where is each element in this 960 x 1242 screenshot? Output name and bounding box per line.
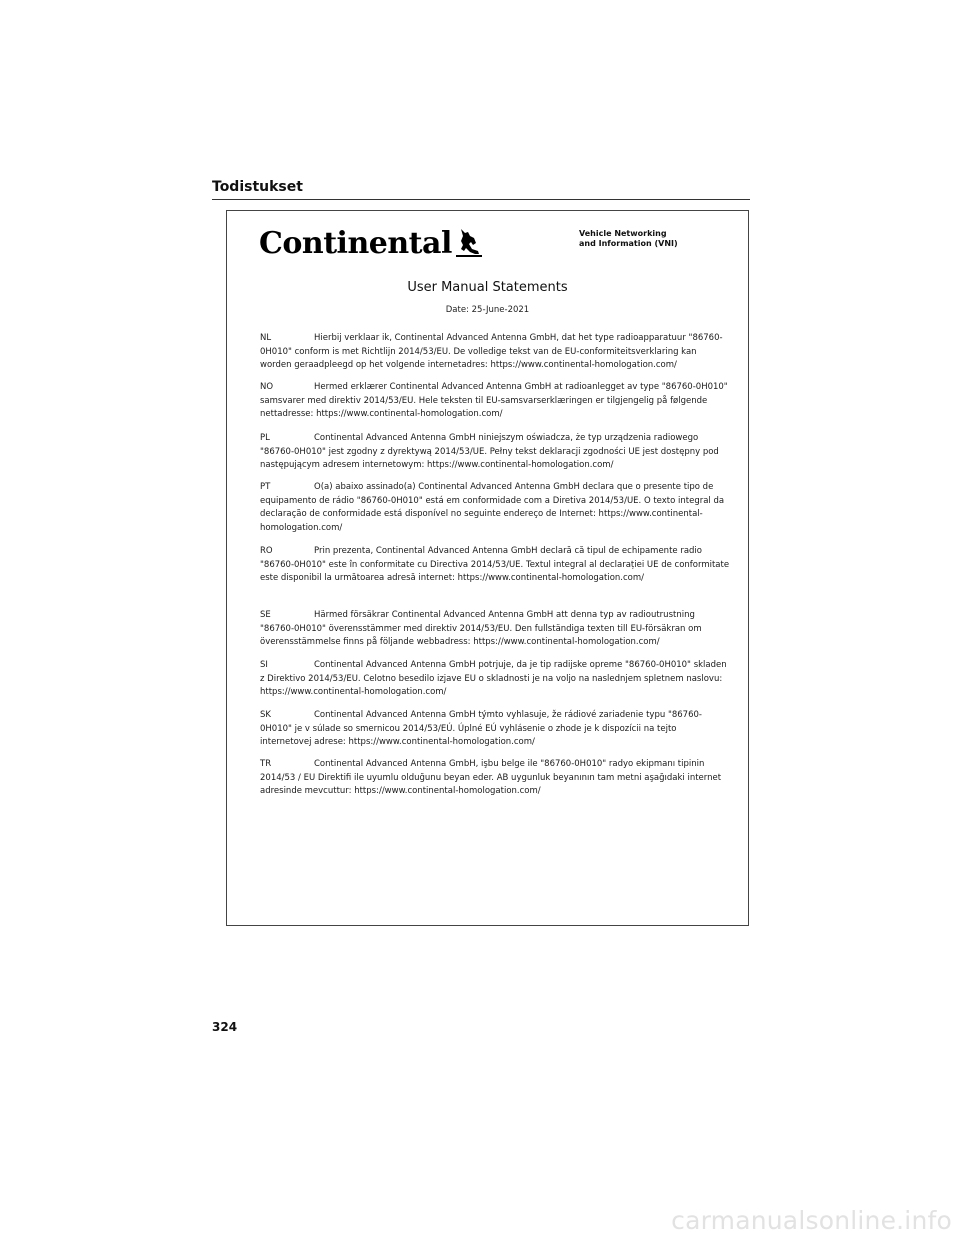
statement-pl [260, 432, 730, 473]
statement-text: "86760-0H010" jest zgodny z dyrektywą 2014/53/UE. Pełny tekst deklaracji zgodności UE jest dostępny pod następującym adresem internetowym: https://www.continental-homologation.com/ [260, 446, 719, 470]
page-number: 324 [212, 1020, 238, 1034]
country-code: SI [260, 660, 268, 670]
statement-text: "86760-0H010" je v súlade so smernicou 2014/53/EÚ. Úplné EÚ vyhlásenie o zhode je k dispozícii na tejto internetovej adrese: https://www.continental-homologation.com/ [260, 710, 702, 747]
country-code: PT [260, 482, 271, 492]
certificate-document [226, 210, 749, 926]
statement-first-line: Prin prezenta, Continental Advanced Antenna GmbH declară că tipul de echipamente radio [314, 546, 702, 556]
country-code: PL [260, 433, 270, 443]
statement-text: 2014/53 / EU Direktifi ile uyumlu olduğunu beyan eder. AB uygunluk beyanının tam metni aşağıdaki internet adresinde mevcuttur: https://www.continental-homologation.com/ [260, 772, 722, 796]
statement-text: "86760-0H010" conform is met Richtlijn 2014/53/EU. De volledige tekst van de EU-conformiteitsverklaring kan worden geraadpleegd op het volgende internetadres: https://www.continental-homologation.com/ [260, 333, 723, 370]
country-code: NL [260, 333, 272, 343]
division-line-1: Vehicle Networking [579, 229, 667, 238]
statement-first-line: Härmed försäkrar Continental Advanced Antenna GmbH att denna typ av radioutrustning [314, 610, 695, 620]
country-code: TR [260, 759, 272, 769]
statement-se [260, 609, 730, 650]
statement-nl [260, 332, 730, 373]
document-heading: User Manual Statements [407, 280, 568, 295]
statement-first-line: O(a) abaixo assinado(a) Continental Advanced Antenna GmbH declara que o presente tipo de [314, 482, 714, 492]
statement-si [260, 659, 730, 700]
statement-first-line: Continental Advanced Antenna GmbH potrjuje, da je tip radijske opreme "86760-0H010" [314, 660, 691, 670]
statement-text: "86760-0H010" samsvarer med direktiv 2014/53/EU. Hele teksten til EU-samsvarserklæringen er tilgjengelig på følgende nettadresse: https://www.continental-homologation.com/ [260, 382, 728, 419]
country-code: SK [260, 710, 271, 720]
statement-text: "86760-0H010" överensstämmer med direktiv 2014/53/EU. Den fullständiga texten till EU-försäkran om överensstämmelse finns på följande webbadress: https://www.continental-homologation.com/ [260, 623, 702, 647]
statement-first-line: Hermed erklærer Continental Advanced Antenna GmbH at radioanlegget av type [314, 382, 660, 392]
statement-no [260, 381, 730, 422]
statement-pt [260, 481, 730, 535]
horse-icon [456, 227, 482, 257]
statement-text: skladen z Direktivo 2014/53/EU. Celotno besedilo izjave EU o skladnosti je na voljo na naslednjem spletnem naslovu: https://www.continental-homologation.com/ [260, 660, 727, 697]
statement-first-line: Hierbij verklaar ik, Continental Advanced Antenna GmbH, dat het type radioapparatuur [314, 333, 686, 343]
statement-text: equipamento de rádio "86760-0H010" está em conformidade com a Diretiva 2014/53/UE. O texto integral da declaração de conformidade está disponível no seguinte endereço de Internet: https://www.continental-homologation.com/ [260, 495, 725, 533]
country-code: SE [260, 610, 271, 620]
watermark: carmanualsonline.info [671, 1206, 952, 1235]
document-date: Date: 25-June-2021 [445, 305, 530, 315]
statement-first-line: Continental Advanced Antenna GmbH týmto vyhlasuje, že rádiové zariadenie typu [314, 710, 666, 720]
statement-first-line: Continental Advanced Antenna GmbH, işbu belge ile "86760-0H010" radyo ekipmanı tipinin [314, 759, 705, 769]
country-code: NO [260, 382, 274, 392]
statement-text: "86760-0H010" este în conformitate cu Directiva 2014/53/UE. Textul integral al declarației UE de conformitate este disponibil la următoarea adresă internet: https://www.continental-homologation.com/ [260, 559, 730, 583]
country-code: RO [260, 546, 273, 556]
statement-ro [260, 545, 730, 586]
statement-tr [260, 758, 730, 799]
continental-logo [259, 221, 482, 259]
statement-first-line: Continental Advanced Antenna GmbH niniejszym oświadcza, że typ urządzenia radiowego [314, 433, 699, 443]
statement-sk [260, 709, 730, 750]
section-title: Todistukset [212, 179, 303, 195]
title-divider [212, 199, 750, 200]
division-label [579, 229, 678, 249]
logo-wordmark: Continental [259, 226, 452, 261]
division-line-2: and Information (VNI) [579, 239, 678, 248]
